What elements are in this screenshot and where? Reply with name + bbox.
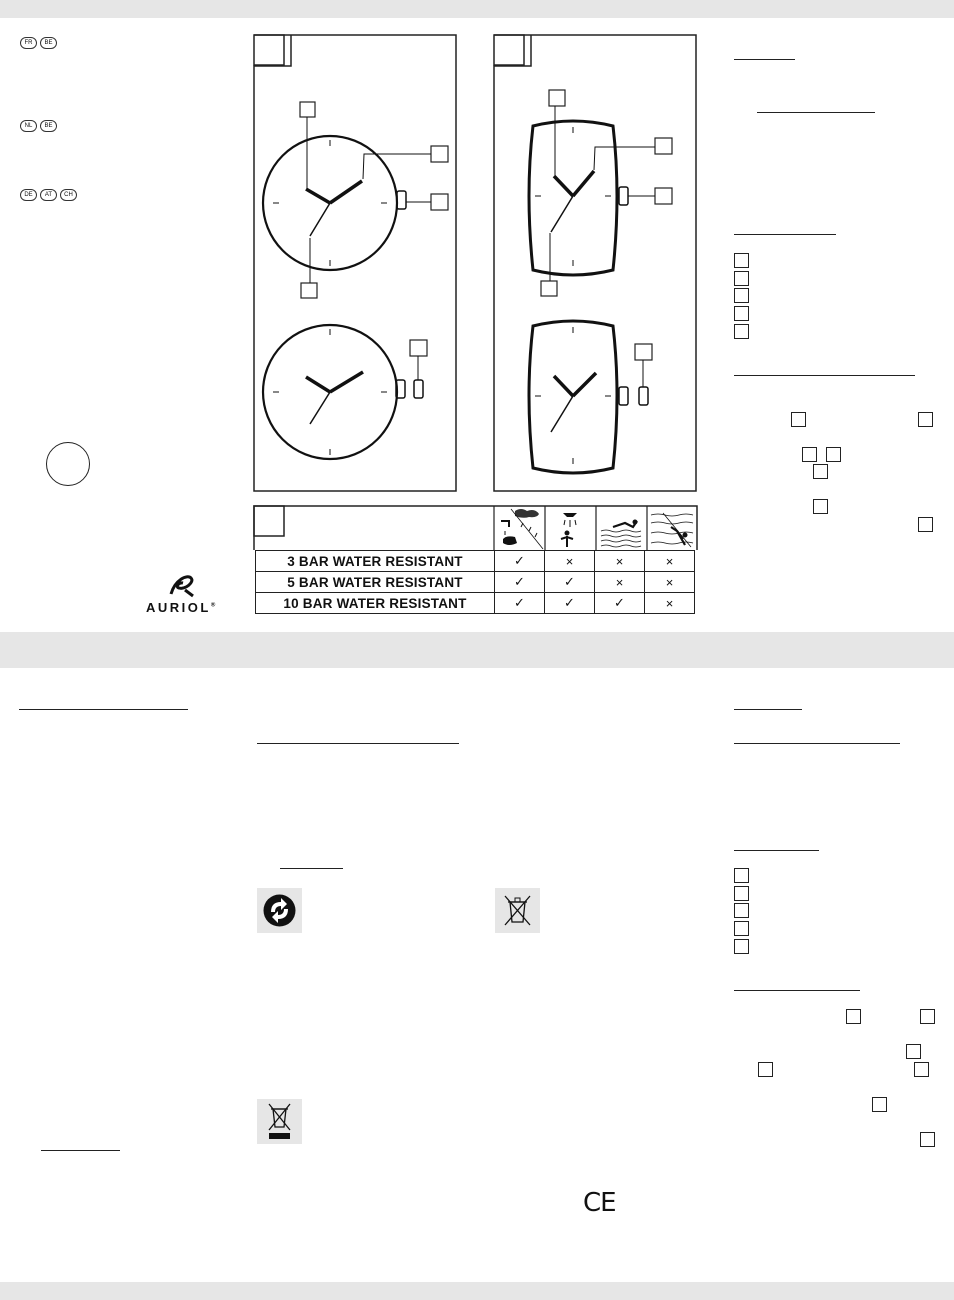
row-mark: × xyxy=(645,593,695,614)
water-resistance-table xyxy=(255,550,695,614)
row-mark: ✓ xyxy=(595,593,645,614)
legend-box xyxy=(734,253,749,268)
heading-rule xyxy=(257,743,459,744)
lang-badge-be: BE xyxy=(40,37,57,49)
hand-wash-rain-icon xyxy=(501,509,543,549)
figure-panel-water-resistance xyxy=(253,505,699,551)
heading-rule xyxy=(734,59,795,60)
row-mark: × xyxy=(595,572,645,593)
row-mark: ✓ xyxy=(495,572,545,593)
weee-symbol-box xyxy=(495,888,540,933)
heading-rule xyxy=(280,868,343,869)
heading-rule xyxy=(757,112,875,113)
bottom-band xyxy=(0,1282,954,1300)
row-mark: ✓ xyxy=(545,593,595,614)
ref-box xyxy=(826,447,841,462)
legend-box xyxy=(734,939,749,954)
crossed-bin-icon xyxy=(495,888,540,933)
ref-box xyxy=(918,517,933,532)
top-band xyxy=(0,0,954,18)
legend-box xyxy=(734,288,749,303)
legend-box xyxy=(734,868,749,883)
heading-rule xyxy=(19,709,188,710)
auriol-logo-icon xyxy=(167,572,197,598)
recycling-symbol-box xyxy=(257,888,302,933)
heading-rule xyxy=(734,850,819,851)
lang-badge-nl: NL xyxy=(20,120,37,132)
row-mark: ✓ xyxy=(495,593,545,614)
figure-panel-round-watch xyxy=(253,34,459,494)
middle-band xyxy=(0,632,954,668)
ref-box xyxy=(920,1009,935,1024)
diving-icon xyxy=(651,513,693,547)
ref-box xyxy=(813,464,828,479)
green-dot-recycling-icon xyxy=(257,888,302,933)
legend-box xyxy=(734,921,749,936)
ref-box xyxy=(906,1044,921,1059)
crossed-bin-bar-icon xyxy=(257,1099,302,1144)
ref-box xyxy=(813,499,828,514)
legend-box xyxy=(734,271,749,286)
table-row xyxy=(256,551,695,572)
row-mark: × xyxy=(645,551,695,572)
row-mark: × xyxy=(545,551,595,572)
brand-trademark: ® xyxy=(210,602,218,609)
lang-badge-fr: FR xyxy=(20,37,37,49)
ref-box xyxy=(846,1009,861,1024)
row-mark: × xyxy=(645,572,695,593)
heading-rule xyxy=(734,375,915,376)
lang-badge-be-2: BE xyxy=(40,120,57,132)
row-label: 3 BAR WATER RESISTANT xyxy=(256,551,495,572)
row-label: 5 BAR WATER RESISTANT xyxy=(256,572,495,593)
lang-badge-de: DE xyxy=(20,189,37,201)
ref-box xyxy=(918,412,933,427)
ref-box xyxy=(791,412,806,427)
blank-circle xyxy=(46,442,90,486)
ref-box xyxy=(758,1062,773,1077)
row-label: 10 BAR WATER RESISTANT xyxy=(256,593,495,614)
table-row xyxy=(256,593,695,614)
heading-rule xyxy=(41,1150,120,1151)
ce-mark-icon: CE xyxy=(583,1188,616,1218)
legend-box xyxy=(734,324,749,339)
ref-box xyxy=(872,1097,887,1112)
shower-icon xyxy=(561,513,577,547)
heading-rule xyxy=(734,743,900,744)
legend-box xyxy=(734,886,749,901)
brand-name-text: AURIOL xyxy=(146,600,211,615)
ref-box xyxy=(914,1062,929,1077)
weee-bar-symbol-box xyxy=(257,1099,302,1144)
swimming-icon xyxy=(601,520,641,548)
figure-panel-rect-watch xyxy=(493,34,699,494)
heading-rule xyxy=(734,709,802,710)
table-row xyxy=(256,572,695,593)
legend-box xyxy=(734,306,749,321)
lang-badge-at: AT xyxy=(40,189,57,201)
ref-box xyxy=(802,447,817,462)
legend-box xyxy=(734,903,749,918)
row-mark: ✓ xyxy=(545,572,595,593)
row-mark: × xyxy=(595,551,645,572)
ref-box xyxy=(920,1132,935,1147)
heading-rule xyxy=(734,990,860,991)
row-mark: ✓ xyxy=(495,551,545,572)
heading-rule xyxy=(734,234,836,235)
brand-name xyxy=(146,600,218,615)
lang-badge-ch: CH xyxy=(60,189,77,201)
